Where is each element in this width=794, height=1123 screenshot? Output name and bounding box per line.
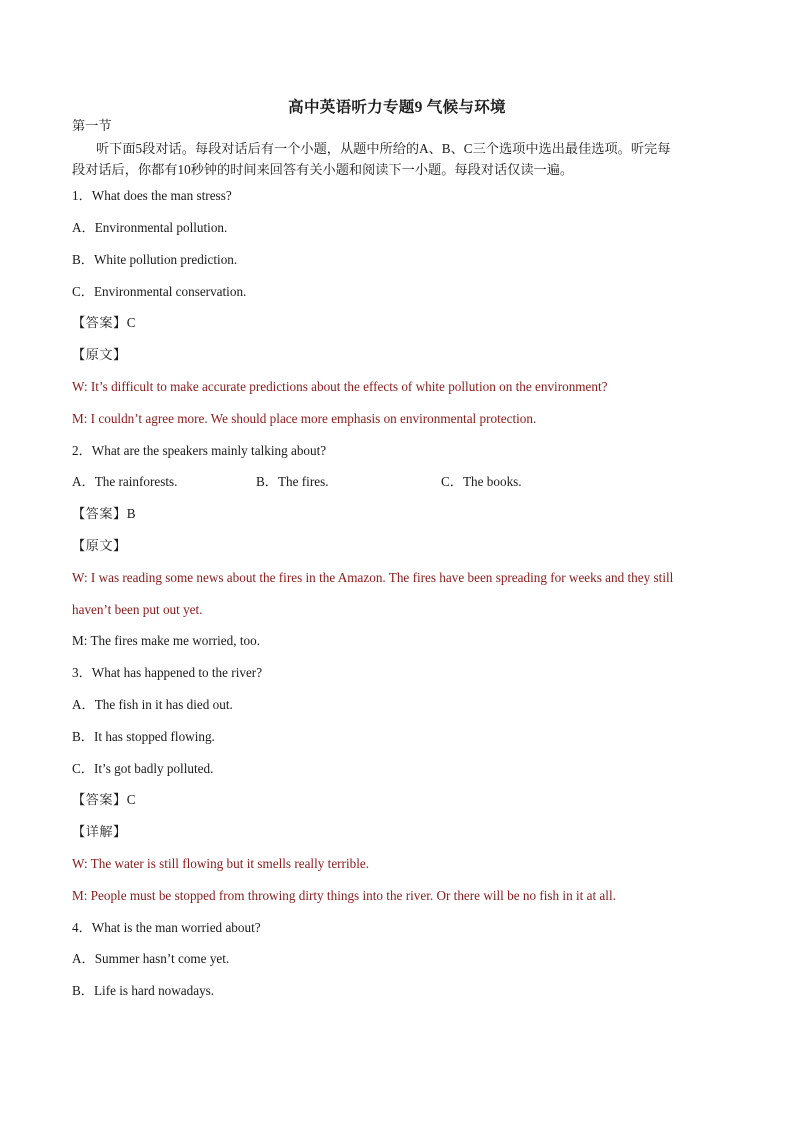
section-heading: 第一节 xyxy=(72,118,112,133)
q4-option-b: B．Life is hard nowadays. xyxy=(72,983,215,998)
q2-script-m: M: The fires make me worried, too. xyxy=(72,633,260,648)
q3-script-m: M: People must be stopped from throwing dirty things into the river. Or there will be no fish in it at all. xyxy=(72,888,616,903)
q2-script-label: 【原文】 xyxy=(72,538,127,553)
q4-option-a: A．Summer hasn’t come yet. xyxy=(72,951,230,966)
q2-answer: 【答案】B xyxy=(72,506,137,521)
q1-option-b: B．White pollution prediction. xyxy=(72,252,238,267)
q2-option-a: A．The rainforests. xyxy=(72,474,178,489)
q3-script-w: W: The water is still flowing but it smells really terrible. xyxy=(72,856,370,871)
q1-script-label: 【原文】 xyxy=(72,347,127,362)
q2-script-w-line-1: W: I was reading some news about the fires in the Amazon. The fires have been spreading for weeks and they still xyxy=(72,570,674,585)
question-2: 2．What are the speakers mainly talking about? xyxy=(72,443,327,458)
q2-script-w-line-2: haven’t been put out yet. xyxy=(72,602,203,617)
q3-script-label: 【详解】 xyxy=(72,824,127,839)
instructions-line-2: 段对话后，你都有10秒钟的时间来回答有关小题和阅读下一小题。每段对话仅读一遍。 xyxy=(72,162,574,177)
q3-answer: 【答案】C xyxy=(72,792,137,807)
q1-answer: 【答案】C xyxy=(72,315,137,330)
page-title: 高中英语听力专题9 气候与环境 xyxy=(288,99,506,116)
instructions-line-1: 听下面5段对话。每段对话后有一个小题，从题中所给的A、B、C三个选项中选出最佳选项。听完每 xyxy=(96,141,671,156)
question-3: 3．What has happened to the river? xyxy=(72,665,263,680)
q1-script-w: W: It’s difficult to make accurate predictions about the effects of white pollution on the environment? xyxy=(72,379,608,394)
q1-option-c: C．Environmental conservation. xyxy=(72,284,247,299)
q3-option-a: A．The fish in it has died out. xyxy=(72,697,233,712)
q1-option-a: A．Environmental pollution. xyxy=(72,220,228,235)
q2-option-c: C．The books. xyxy=(441,474,522,489)
question-1: 1．What does the man stress? xyxy=(72,188,232,203)
question-4: 4．What is the man worried about? xyxy=(72,920,261,935)
q2-option-b: B．The fires. xyxy=(256,474,329,489)
q3-option-c: C．It’s got badly polluted. xyxy=(72,761,214,776)
q1-script-m: M: I couldn’t agree more. We should place more emphasis on environmental protection. xyxy=(72,411,537,426)
q3-option-b: B．It has stopped flowing. xyxy=(72,729,215,744)
